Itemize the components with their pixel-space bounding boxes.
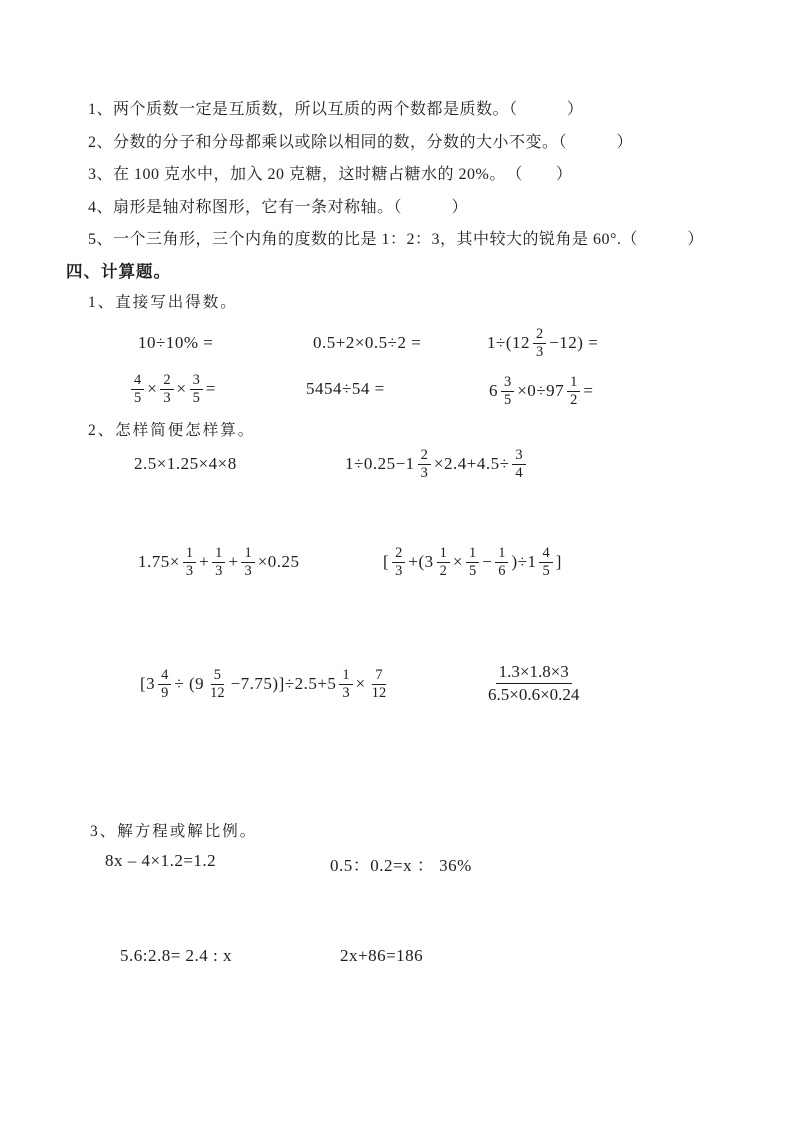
math-problem-simplify-4 (383, 536, 562, 588)
math-text: 1.75× (138, 552, 180, 571)
math-problem-direct-4 (128, 366, 216, 412)
subsection-direct-title: 1、直接写出得数。 (88, 294, 238, 311)
fraction: $\frac{1}{5}$ (466, 545, 479, 579)
fraction: $\frac{2}{3}$ (418, 447, 431, 481)
math-problem-direct-5 (306, 366, 385, 412)
math-text: × (147, 379, 158, 398)
math-text: ×0÷97 (517, 381, 565, 400)
math-text: + (228, 552, 239, 571)
fraction: $\frac{1}{3}$ (241, 545, 254, 579)
fraction: $\frac{4}{9}$ (158, 667, 171, 701)
fraction: $\frac{3}{5}$ (501, 374, 514, 408)
math-text: ×0.25 (257, 552, 300, 571)
math-text: 6 (489, 381, 498, 400)
equation-3: 5.6:2.8= 2.4 : x (120, 946, 233, 965)
math-text: 2.5×1.25×4×8 (134, 454, 237, 473)
fraction: $\frac{1}{2}$ (437, 545, 450, 579)
fraction: $\frac{1}{2}$ (567, 374, 580, 408)
subsection-simplify-title: 2、怎样简便怎样算。 (88, 422, 256, 439)
equation-1: 8x – 4×1.2=1.2 (105, 851, 217, 870)
math-problem-simplify-2 (345, 440, 529, 488)
math-problem-simplify-1 (134, 444, 237, 484)
equation-4: 2x+86=186 (340, 946, 424, 965)
subsection-equations-title: 3、解方程或解比例。 (90, 823, 258, 840)
math-text: [3 (140, 674, 156, 693)
fraction: $\frac{2}{3}$ (533, 326, 546, 360)
fraction: $\frac{2}{3}$ (160, 372, 173, 406)
math-text: 10÷10% = (138, 333, 214, 352)
fraction: $\frac{3}{4}$ (512, 447, 525, 481)
fraction: $\frac{4}{5}$ (539, 545, 552, 579)
fraction: $\frac{5}{12}$ (210, 666, 225, 701)
judgement-item-1: 1、两个质数一定是互质数，所以互质的两个数都是质数。（ ） (88, 101, 584, 118)
math-text: 1÷0.25−1 (345, 454, 415, 473)
math-text: = (583, 381, 594, 400)
math-text: 5454÷54 = (306, 379, 385, 398)
fraction: $\frac{4}{5}$ (131, 372, 144, 406)
math-problem-direct-2 (313, 320, 421, 366)
judgement-item-5: 5、一个三角形，三个内角的度数的比是 1：2：3，其中较大的锐角是 60°.（ ） (88, 231, 704, 248)
math-text: × (452, 552, 463, 571)
fraction: $\frac{2}{3}$ (392, 545, 405, 579)
math-text: +(3 (408, 552, 434, 571)
math-problem-direct-3 (487, 318, 598, 368)
fraction: $\frac{7}{12}$ (371, 666, 387, 701)
judgement-item-4: 4、扇形是轴对称图形，它有一条对称轴。（ ） (88, 198, 469, 216)
equation-2: 0.5：0.2=x ： 36% (330, 856, 472, 875)
section-title-calculation: 四、计算题。 (66, 262, 171, 281)
math-text: ×2.4+4.5÷ (433, 454, 510, 473)
math-problem-direct-1 (138, 320, 213, 366)
math-problem-simplify-5 (140, 656, 392, 712)
math-text: ] (555, 552, 562, 571)
math-text: 0.5+2×0.5÷2 = (313, 333, 422, 352)
math-text: −7.75)]÷2.5+5 (230, 674, 337, 693)
fraction: $\frac{1}{3}$ (339, 667, 352, 701)
math-text: = (205, 379, 216, 398)
math-text: × (355, 674, 366, 693)
math-text: + (199, 552, 210, 571)
math-problem-simplify-6 (482, 652, 585, 714)
fraction: $\frac{1}{3}$ (212, 545, 225, 579)
fraction: $\frac{1}{6}$ (495, 545, 508, 579)
math-text: 1÷(12 (487, 333, 530, 352)
judgement-item-2: 2、分数的分子和分母都乘以或除以相同的数，分数的大小不变。（ ） (88, 133, 634, 151)
math-problem-simplify-3 (138, 538, 300, 586)
judgement-section (88, 99, 704, 262)
math-text: )÷1 (511, 552, 537, 571)
math-problem-direct-6 (489, 366, 593, 416)
math-text: × (176, 379, 187, 398)
fraction: $\frac{1.3\times 1.8\times 3}{6.5\times 0.6\times 0.24}$ (488, 662, 580, 704)
math-text: −12) = (549, 333, 599, 352)
math-text: − (482, 552, 493, 571)
math-text: ÷ (9 (174, 674, 205, 693)
math-text: [ (383, 552, 390, 571)
fraction: $\frac{1}{3}$ (183, 545, 196, 579)
fraction: $\frac{3}{5}$ (190, 372, 203, 406)
judgement-item-3: 3、在 100 克水中，加入 20 克糖，这时糖占糖水的 20%。 （ ） (88, 166, 573, 183)
